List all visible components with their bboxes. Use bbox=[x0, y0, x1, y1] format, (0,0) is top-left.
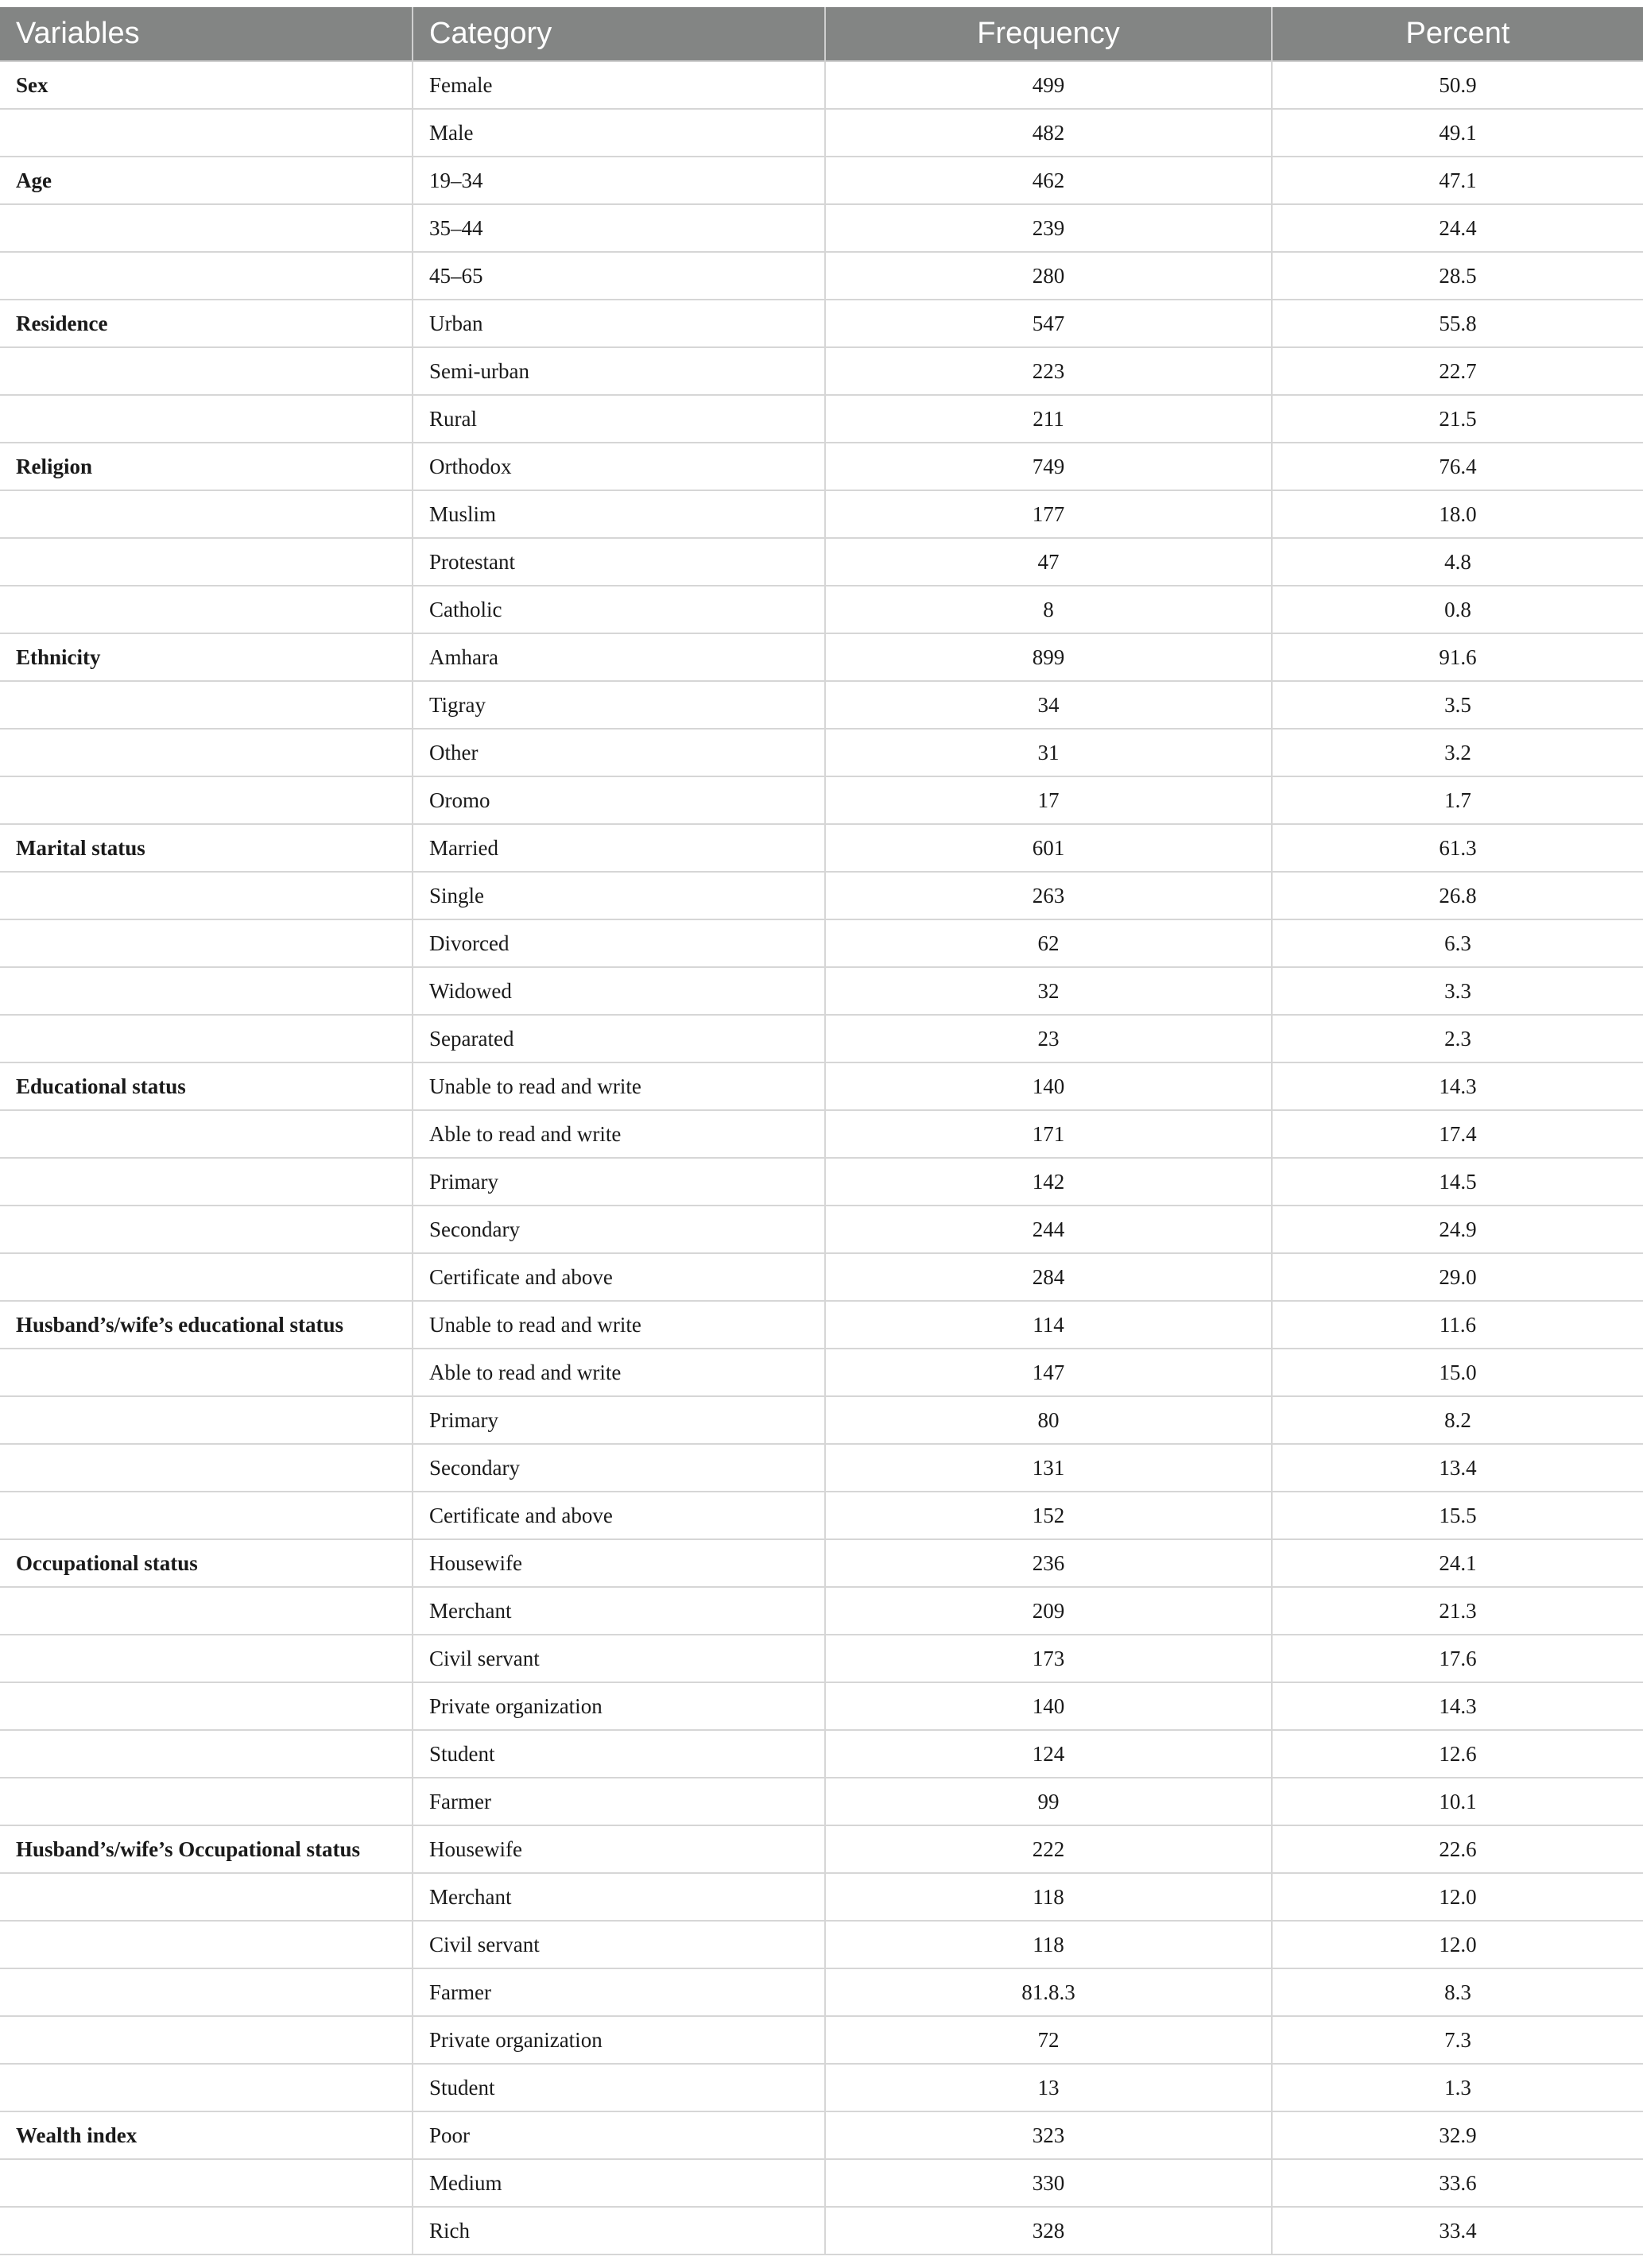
cell-frequency: 482 bbox=[825, 109, 1272, 157]
table-row bbox=[0, 1158, 1643, 1206]
cell-frequency: 47 bbox=[825, 538, 1272, 586]
cell-variable bbox=[0, 1682, 413, 1730]
cell-category: Able to read and write bbox=[413, 1349, 825, 1396]
cell-variable bbox=[0, 395, 413, 443]
cell-variable bbox=[0, 1110, 413, 1158]
cell-category: Urban bbox=[413, 300, 825, 347]
cell-variable bbox=[0, 1206, 413, 1253]
cell-category: Merchant bbox=[413, 1587, 825, 1635]
cell-category: Catholic bbox=[413, 586, 825, 633]
table-row bbox=[0, 1539, 1643, 1587]
table-row bbox=[0, 538, 1643, 586]
cell-frequency: 601 bbox=[825, 824, 1272, 872]
header-percent: Percent bbox=[1272, 7, 1643, 61]
table-row bbox=[0, 729, 1643, 776]
table-row bbox=[0, 1968, 1643, 2016]
cell-frequency: 280 bbox=[825, 252, 1272, 300]
table-row bbox=[0, 109, 1643, 157]
cell-category: Secondary bbox=[413, 1444, 825, 1492]
table-row bbox=[0, 347, 1643, 395]
cell-percent: 11.6 bbox=[1272, 1301, 1643, 1349]
cell-frequency: 152 bbox=[825, 1492, 1272, 1539]
cell-percent: 17.4 bbox=[1272, 1110, 1643, 1158]
cell-frequency: 323 bbox=[825, 2111, 1272, 2159]
cell-category: Male bbox=[413, 109, 825, 157]
cell-frequency: 177 bbox=[825, 490, 1272, 538]
data-table bbox=[0, 7, 1643, 2255]
cell-variable bbox=[0, 347, 413, 395]
table-row bbox=[0, 633, 1643, 681]
cell-variable bbox=[0, 1158, 413, 1206]
cell-category: Able to read and write bbox=[413, 1110, 825, 1158]
cell-variable bbox=[0, 1253, 413, 1301]
cell-frequency: 499 bbox=[825, 61, 1272, 109]
cell-variable bbox=[0, 1349, 413, 1396]
table-row bbox=[0, 681, 1643, 729]
header-category: Category bbox=[413, 7, 825, 61]
cell-frequency: 13 bbox=[825, 2064, 1272, 2111]
cell-variable bbox=[0, 1492, 413, 1539]
cell-category: Secondary bbox=[413, 1206, 825, 1253]
cell-variable bbox=[0, 776, 413, 824]
cell-percent: 14.3 bbox=[1272, 1682, 1643, 1730]
table-row bbox=[0, 1301, 1643, 1349]
table-row bbox=[0, 1015, 1643, 1062]
cell-frequency: 173 bbox=[825, 1635, 1272, 1682]
cell-percent: 50.9 bbox=[1272, 61, 1643, 109]
cell-percent: 26.8 bbox=[1272, 872, 1643, 919]
cell-frequency: 72 bbox=[825, 2016, 1272, 2064]
cell-frequency: 23 bbox=[825, 1015, 1272, 1062]
cell-category: Merchant bbox=[413, 1873, 825, 1921]
table-row bbox=[0, 1253, 1643, 1301]
cell-percent: 61.3 bbox=[1272, 824, 1643, 872]
cell-category: Oromo bbox=[413, 776, 825, 824]
table-row bbox=[0, 1444, 1643, 1492]
cell-category: Medium bbox=[413, 2159, 825, 2207]
cell-percent: 32.9 bbox=[1272, 2111, 1643, 2159]
table-row bbox=[0, 300, 1643, 347]
cell-percent: 12.0 bbox=[1272, 1921, 1643, 1968]
header-variables: Variables bbox=[0, 7, 413, 61]
cell-percent: 3.2 bbox=[1272, 729, 1643, 776]
cell-frequency: 31 bbox=[825, 729, 1272, 776]
cell-percent: 24.4 bbox=[1272, 204, 1643, 252]
cell-percent: 21.5 bbox=[1272, 395, 1643, 443]
table-row bbox=[0, 1825, 1643, 1873]
cell-category: Civil servant bbox=[413, 1921, 825, 1968]
cell-frequency: 328 bbox=[825, 2207, 1272, 2254]
cell-variable bbox=[0, 204, 413, 252]
cell-percent: 24.9 bbox=[1272, 1206, 1643, 1253]
cell-frequency: 142 bbox=[825, 1158, 1272, 1206]
cell-percent: 22.6 bbox=[1272, 1825, 1643, 1873]
cell-percent: 15.0 bbox=[1272, 1349, 1643, 1396]
cell-category: Married bbox=[413, 824, 825, 872]
cell-variable bbox=[0, 1635, 413, 1682]
cell-percent: 1.7 bbox=[1272, 776, 1643, 824]
cell-percent: 15.5 bbox=[1272, 1492, 1643, 1539]
table-body bbox=[0, 61, 1643, 2254]
cell-percent: 10.1 bbox=[1272, 1778, 1643, 1825]
cell-category: Private organization bbox=[413, 1682, 825, 1730]
cell-variable bbox=[0, 1444, 413, 1492]
cell-variable: Ethnicity bbox=[0, 633, 413, 681]
cell-category: Farmer bbox=[413, 1968, 825, 2016]
cell-variable bbox=[0, 919, 413, 967]
cell-category: Divorced bbox=[413, 919, 825, 967]
cell-percent: 14.3 bbox=[1272, 1062, 1643, 1110]
table-row bbox=[0, 61, 1643, 109]
cell-variable bbox=[0, 967, 413, 1015]
cell-percent: 1.3 bbox=[1272, 2064, 1643, 2111]
cell-percent: 28.5 bbox=[1272, 252, 1643, 300]
cell-percent: 49.1 bbox=[1272, 109, 1643, 157]
cell-frequency: 34 bbox=[825, 681, 1272, 729]
header-frequency: Frequency bbox=[825, 7, 1272, 61]
cell-frequency: 114 bbox=[825, 1301, 1272, 1349]
cell-frequency: 140 bbox=[825, 1062, 1272, 1110]
cell-frequency: 547 bbox=[825, 300, 1272, 347]
cell-frequency: 899 bbox=[825, 633, 1272, 681]
table-row bbox=[0, 2016, 1643, 2064]
cell-percent: 24.1 bbox=[1272, 1539, 1643, 1587]
cell-variable bbox=[0, 1396, 413, 1444]
table-row bbox=[0, 2111, 1643, 2159]
cell-category: Unable to read and write bbox=[413, 1062, 825, 1110]
table-row bbox=[0, 1682, 1643, 1730]
cell-frequency: 223 bbox=[825, 347, 1272, 395]
cell-variable bbox=[0, 1921, 413, 1968]
table-row bbox=[0, 1349, 1643, 1396]
table-row bbox=[0, 252, 1643, 300]
cell-frequency: 330 bbox=[825, 2159, 1272, 2207]
cell-variable: Marital status bbox=[0, 824, 413, 872]
cell-category: 35–44 bbox=[413, 204, 825, 252]
cell-percent: 12.0 bbox=[1272, 1873, 1643, 1921]
cell-percent: 8.3 bbox=[1272, 1968, 1643, 2016]
cell-frequency: 32 bbox=[825, 967, 1272, 1015]
table-row bbox=[0, 967, 1643, 1015]
cell-category: Poor bbox=[413, 2111, 825, 2159]
cell-category: Rural bbox=[413, 395, 825, 443]
table-row bbox=[0, 1587, 1643, 1635]
cell-frequency: 147 bbox=[825, 1349, 1272, 1396]
cell-category: Certificate and above bbox=[413, 1253, 825, 1301]
table-row bbox=[0, 1206, 1643, 1253]
cell-category: Rich bbox=[413, 2207, 825, 2254]
cell-frequency: 462 bbox=[825, 157, 1272, 204]
cell-category: Certificate and above bbox=[413, 1492, 825, 1539]
cell-percent: 13.4 bbox=[1272, 1444, 1643, 1492]
cell-variable: Educational status bbox=[0, 1062, 413, 1110]
cell-category: 19–34 bbox=[413, 157, 825, 204]
cell-category: Farmer bbox=[413, 1778, 825, 1825]
table-row bbox=[0, 1873, 1643, 1921]
cell-percent: 4.8 bbox=[1272, 538, 1643, 586]
cell-variable bbox=[0, 872, 413, 919]
cell-category: Student bbox=[413, 2064, 825, 2111]
cell-variable bbox=[0, 1587, 413, 1635]
cell-variable: Husband’s/wife’s Occupational status bbox=[0, 1825, 413, 1873]
table-row bbox=[0, 1110, 1643, 1158]
cell-percent: 18.0 bbox=[1272, 490, 1643, 538]
table-row bbox=[0, 1396, 1643, 1444]
cell-percent: 91.6 bbox=[1272, 633, 1643, 681]
cell-variable bbox=[0, 1730, 413, 1778]
table-row bbox=[0, 1921, 1643, 1968]
cell-category: Primary bbox=[413, 1396, 825, 1444]
cell-percent: 14.5 bbox=[1272, 1158, 1643, 1206]
cell-frequency: 80 bbox=[825, 1396, 1272, 1444]
cell-variable bbox=[0, 2159, 413, 2207]
cell-variable bbox=[0, 2064, 413, 2111]
cell-variable bbox=[0, 2016, 413, 2064]
cell-variable bbox=[0, 1778, 413, 1825]
cell-variable: Religion bbox=[0, 443, 413, 490]
cell-category: Housewife bbox=[413, 1825, 825, 1873]
cell-variable bbox=[0, 2207, 413, 2254]
cell-variable: Wealth index bbox=[0, 2111, 413, 2159]
cell-variable bbox=[0, 1015, 413, 1062]
cell-variable bbox=[0, 681, 413, 729]
cell-category: Primary bbox=[413, 1158, 825, 1206]
cell-variable bbox=[0, 490, 413, 538]
cell-percent: 8.2 bbox=[1272, 1396, 1643, 1444]
cell-variable bbox=[0, 1968, 413, 2016]
cell-percent: 3.5 bbox=[1272, 681, 1643, 729]
cell-variable bbox=[0, 109, 413, 157]
cell-variable bbox=[0, 729, 413, 776]
cell-frequency: 8 bbox=[825, 586, 1272, 633]
cell-category: Tigray bbox=[413, 681, 825, 729]
cell-percent: 12.6 bbox=[1272, 1730, 1643, 1778]
table-row bbox=[0, 824, 1643, 872]
cell-variable: Occupational status bbox=[0, 1539, 413, 1587]
cell-percent: 21.3 bbox=[1272, 1587, 1643, 1635]
cell-frequency: 239 bbox=[825, 204, 1272, 252]
table-row bbox=[0, 1635, 1643, 1682]
cell-variable: Husband’s/wife’s educational status bbox=[0, 1301, 413, 1349]
cell-percent: 2.3 bbox=[1272, 1015, 1643, 1062]
table-row bbox=[0, 1778, 1643, 1825]
data-table-container bbox=[0, 7, 1643, 2255]
cell-frequency: 118 bbox=[825, 1873, 1272, 1921]
cell-frequency: 62 bbox=[825, 919, 1272, 967]
cell-variable bbox=[0, 1873, 413, 1921]
cell-variable bbox=[0, 538, 413, 586]
cell-frequency: 17 bbox=[825, 776, 1272, 824]
cell-variable: Residence bbox=[0, 300, 413, 347]
cell-frequency: 209 bbox=[825, 1587, 1272, 1635]
cell-category: Housewife bbox=[413, 1539, 825, 1587]
cell-category: Other bbox=[413, 729, 825, 776]
cell-category: Female bbox=[413, 61, 825, 109]
cell-category: Separated bbox=[413, 1015, 825, 1062]
cell-category: Widowed bbox=[413, 967, 825, 1015]
table-row bbox=[0, 1492, 1643, 1539]
table-row bbox=[0, 919, 1643, 967]
cell-frequency: 263 bbox=[825, 872, 1272, 919]
cell-percent: 7.3 bbox=[1272, 2016, 1643, 2064]
table-row bbox=[0, 2207, 1643, 2254]
cell-frequency: 118 bbox=[825, 1921, 1272, 1968]
cell-frequency: 131 bbox=[825, 1444, 1272, 1492]
cell-percent: 3.3 bbox=[1272, 967, 1643, 1015]
cell-category: Student bbox=[413, 1730, 825, 1778]
table-row bbox=[0, 872, 1643, 919]
cell-category: Protestant bbox=[413, 538, 825, 586]
cell-category: Muslim bbox=[413, 490, 825, 538]
table-row bbox=[0, 490, 1643, 538]
cell-frequency: 749 bbox=[825, 443, 1272, 490]
cell-frequency: 81.8.3 bbox=[825, 1968, 1272, 2016]
cell-frequency: 211 bbox=[825, 395, 1272, 443]
cell-percent: 33.6 bbox=[1272, 2159, 1643, 2207]
table-row bbox=[0, 2064, 1643, 2111]
cell-frequency: 222 bbox=[825, 1825, 1272, 1873]
table-row bbox=[0, 204, 1643, 252]
table-row bbox=[0, 1062, 1643, 1110]
table-row bbox=[0, 395, 1643, 443]
cell-percent: 76.4 bbox=[1272, 443, 1643, 490]
cell-variable bbox=[0, 586, 413, 633]
cell-percent: 55.8 bbox=[1272, 300, 1643, 347]
cell-category: Semi-urban bbox=[413, 347, 825, 395]
table-header bbox=[0, 7, 1643, 61]
cell-frequency: 244 bbox=[825, 1206, 1272, 1253]
cell-percent: 33.4 bbox=[1272, 2207, 1643, 2254]
cell-category: Orthodox bbox=[413, 443, 825, 490]
cell-frequency: 284 bbox=[825, 1253, 1272, 1301]
table-row bbox=[0, 2159, 1643, 2207]
cell-percent: 29.0 bbox=[1272, 1253, 1643, 1301]
cell-frequency: 171 bbox=[825, 1110, 1272, 1158]
table-row bbox=[0, 776, 1643, 824]
cell-percent: 6.3 bbox=[1272, 919, 1643, 967]
cell-variable bbox=[0, 252, 413, 300]
cell-category: Unable to read and write bbox=[413, 1301, 825, 1349]
cell-percent: 17.6 bbox=[1272, 1635, 1643, 1682]
header-row bbox=[0, 7, 1643, 61]
table-row bbox=[0, 443, 1643, 490]
cell-frequency: 99 bbox=[825, 1778, 1272, 1825]
cell-percent: 0.8 bbox=[1272, 586, 1643, 633]
cell-category: Civil servant bbox=[413, 1635, 825, 1682]
cell-percent: 22.7 bbox=[1272, 347, 1643, 395]
cell-frequency: 140 bbox=[825, 1682, 1272, 1730]
table-row bbox=[0, 586, 1643, 633]
cell-category: 45–65 bbox=[413, 252, 825, 300]
cell-frequency: 236 bbox=[825, 1539, 1272, 1587]
cell-category: Private organization bbox=[413, 2016, 825, 2064]
cell-category: Amhara bbox=[413, 633, 825, 681]
cell-variable: Sex bbox=[0, 61, 413, 109]
table-row bbox=[0, 157, 1643, 204]
cell-variable: Age bbox=[0, 157, 413, 204]
cell-percent: 47.1 bbox=[1272, 157, 1643, 204]
cell-category: Single bbox=[413, 872, 825, 919]
cell-frequency: 124 bbox=[825, 1730, 1272, 1778]
table-row bbox=[0, 1730, 1643, 1778]
